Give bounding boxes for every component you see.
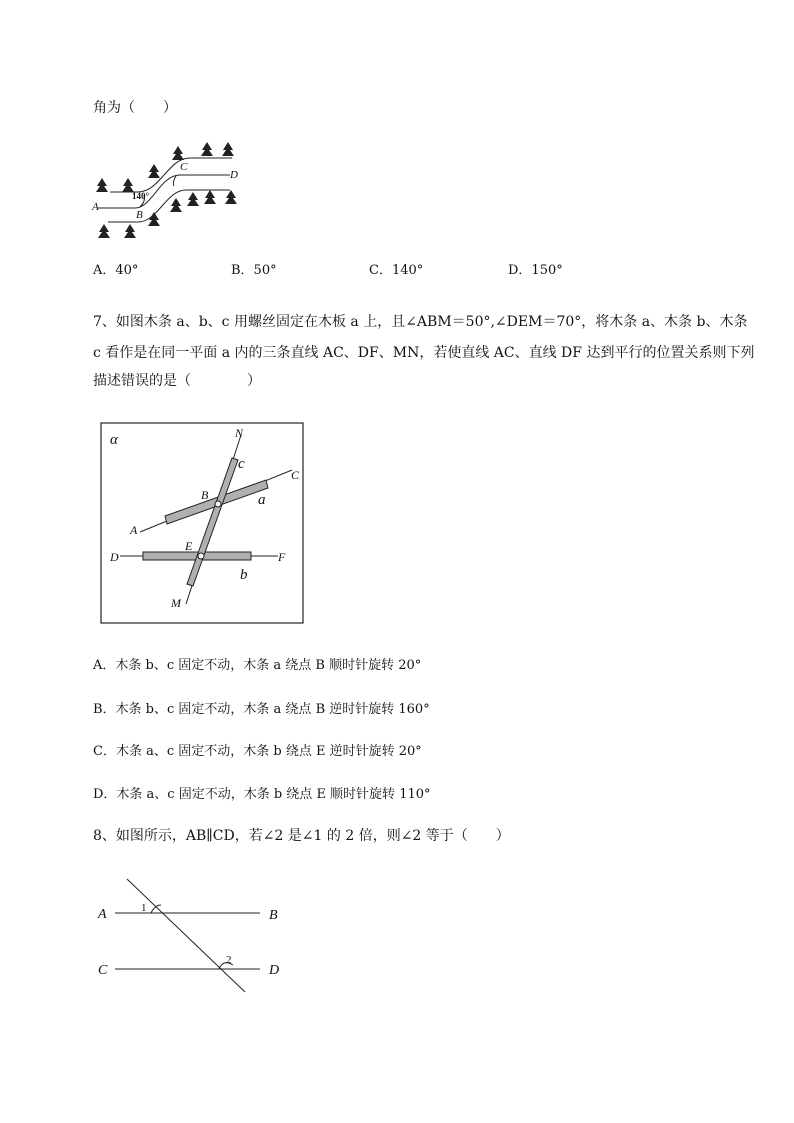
q7-stem-line3: 描述错误的是（ ） [93,373,261,389]
q7-label-F: F [278,550,286,564]
q8-label-D: D [269,963,280,978]
q6-option-d: D．150° [508,263,563,278]
q7-option-a: A．木条 b、c 固定不动，木条 a 绕点 B 顺时针旋转 20° [93,658,422,673]
q8-label-A: A [98,907,107,922]
q7-option-c: C．木条 a、c 固定不动，木条 b 绕点 E 逆时针旋转 20° [93,744,422,759]
screw-e-icon [198,553,204,559]
q7-label-B: B [201,488,209,502]
q8-label-C: C [98,963,108,978]
q6-stem-tail: 角为（ ） [93,100,177,116]
q7-label-a: a [258,492,266,508]
q7-label-D: D [110,550,119,564]
q8-parallel-lines-figure [95,875,295,1000]
angle-1-arc [151,905,161,913]
q6-angle-label: 140° [132,191,150,201]
q7-label-C: C [291,468,300,482]
q8-label-B: B [269,908,278,923]
q7-option-b: B．木条 b、c 固定不动，木条 a 绕点 B 逆时针旋转 160° [93,702,430,717]
transversal [127,879,245,992]
q7-label-M: M [171,596,181,610]
q7-label-c: c [238,456,245,472]
q7-option-d: D．木条 a、c 固定不动，木条 b 绕点 E 顺时针旋转 110° [93,787,431,802]
q6-label-B: B [136,209,143,221]
q7-wooden-strips-figure [100,422,304,624]
q7-label-N: N [235,426,244,440]
screw-b-icon [215,501,221,507]
q8-angle-1-label: 1 [141,902,147,914]
q7-stem-line1: 7、如图木条 a、b、c 用螺丝固定在木板 a 上，且∠ABM＝50°,∠DEM＝70°，将木条 a、木条 b、木条 [93,314,748,330]
q6-road-figure [90,140,250,240]
q7-plane-label: α [110,432,118,448]
q6-option-c: C．140° [369,263,424,278]
q7-label-E: E [185,539,193,553]
q8-stem: 8、如图所示，AB∥CD，若∠2 是∠1 的 2 倍，则∠2 等于（ ） [93,828,510,844]
q6-option-a: A．40° [93,263,139,278]
q7-label-b: b [240,567,248,583]
q7-label-A: A [130,523,138,537]
q6-label-A: A [92,201,99,213]
q6-label-D: D [230,169,238,181]
q8-angle-2-label: 2 [226,954,232,966]
q6-option-b: B．50° [231,263,277,278]
q7-stem-line2: c 看作是在同一平面 a 内的三条直线 AC、DF、MN，若使直线 AC、直线 DF 达到平行的位置关系则下列 [93,345,755,361]
q6-label-C: C [180,161,188,173]
